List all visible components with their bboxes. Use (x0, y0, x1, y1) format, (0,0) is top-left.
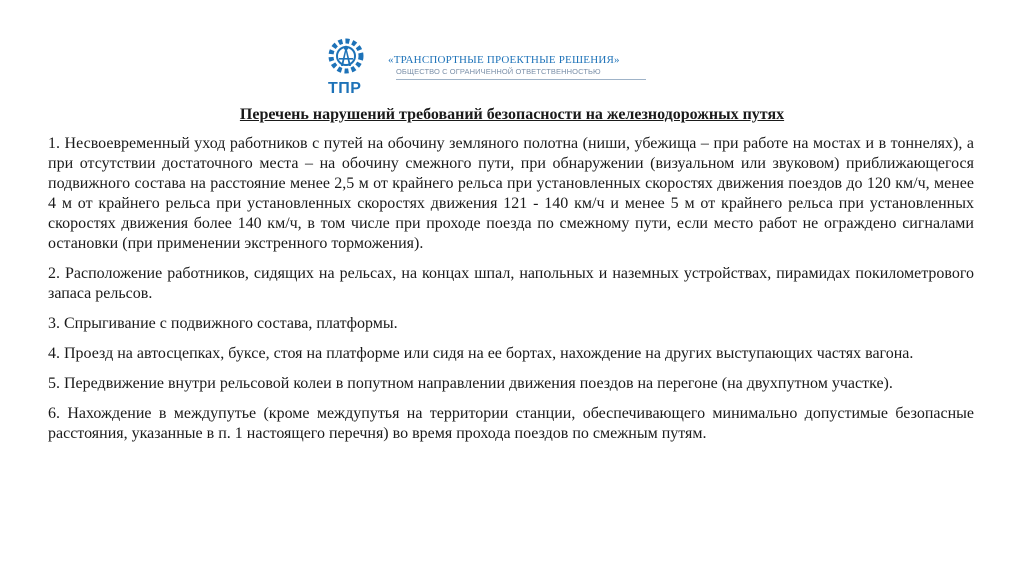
page-title: Перечень нарушений требований безопасности на железнодорожных путях (239, 106, 785, 123)
list-item: 4. Проезд на автосцепках, буксе, стоя на платформе или сидя на ее бортах, нахождение на других выступающих частях вагона. (48, 345, 914, 362)
list-item: 6. Нахождение в междупутье (кроме междупутья на территории станции, обеспечивающего минимально допустимые безопасные расстояния, указанные в п. 1 настоящего перечня) во время прохода поездов по смежным путям. (48, 405, 974, 442)
gear-logo-icon (320, 34, 378, 82)
company-info (388, 54, 646, 80)
list-item: 5. Передвижение внутри рельсовой колеи в попутном направлении движения поездов на перегоне (на двухпутном участке). (48, 375, 893, 392)
company-subtitle: ОБЩЕСТВО С ОГРАНИЧЕННОЙ ОТВЕТСТВЕННОСТЬЮ (396, 67, 646, 80)
list-item: 3. Спрыгивание с подвижного состава, платформы. (48, 315, 398, 332)
violations-list (48, 134, 974, 454)
company-logo (320, 34, 378, 96)
list-item: 1. Несвоевременный уход работников с путей на обочину земляного полотна (ниши, убежища – при работе на мостах и в тоннелях), а при отсутствии достаточного места – на обочину смежного пути, при обнаружении (визуальном или звуковом) приближающегося подвижного состава на расстояние менее 2,5 м от крайнего рельса при установленных скоростях движения поездов до 120 км/ч, менее 4 м от крайнего рельса при установленных скоростях движения 121 - 140 км/ч и менее 5 м от крайнего рельса при установленных скоростях движения более 140 км/ч, в том числе при проходе поезда по смежному пути, если место работ не ограждено сигналами остановки (при применении экстренного торможения). (48, 135, 974, 252)
company-name: «ТРАНСПОРТНЫЕ ПРОЕКТНЫЕ РЕШЕНИЯ» (388, 54, 620, 66)
logo-text: ТПР (328, 80, 362, 97)
list-item: 2. Расположение работников, сидящих на рельсах, на концах шпал, напольных и наземных устройствах, пирамидах покилометрового запаса рельсов. (48, 265, 974, 302)
company-header (320, 34, 646, 96)
